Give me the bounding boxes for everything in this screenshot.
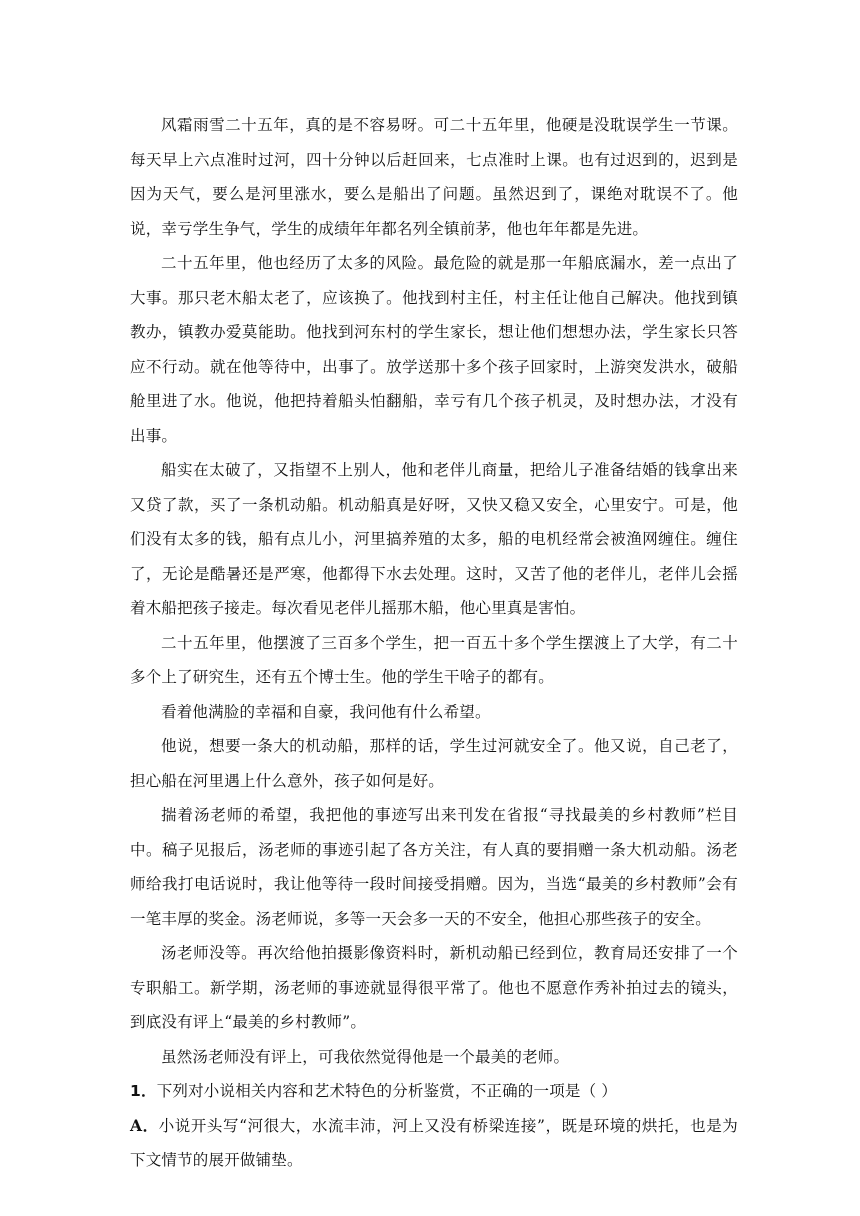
paragraph-3: 船实在太破了，又指望不上别人，他和老伴儿商量，把给儿子准备结婚的钱拿出来又贷了款，买了一条机动船。机动船真是好呀，又快又稳又安全，心里安宁。可是，他们没有太多的钱，船有点儿小，河里搞养殖的太多，船的电机经常会被渔网缠住。缠住了，无论是酷暑还是严寒，他都得下水去处理。这时，又苦了他的老伴儿，老伴儿会摇着木船把孩子接走。每次看见老伴儿摇那木船，他心里真是害怕。 <box>130 461 738 617</box>
option-a-text: 小说开头写“河很大，水流丰沛，河上又没有桥梁连接”，既是环境的烘托，也是为下文情节的展开做铺垫。 <box>130 1116 738 1169</box>
paragraph-4: 二十五年里，他摆渡了三百多个学生，把一百五十多个学生摆渡上了大学，有二十多个上了研究生，还有五个博士生。他的学生干啥子的都有。 <box>130 633 738 686</box>
option-a <box>130 1109 738 1178</box>
question-number: 1． <box>130 1082 157 1100</box>
document-page <box>130 108 738 1178</box>
paragraph-6: 他说，想要一条大的机动船，那样的话，学生过河就安全了。他又说，自己老了，担心船在河里遇上什么意外，孩子如何是好。 <box>130 737 738 790</box>
question-1 <box>130 1074 738 1109</box>
paragraph-8: 汤老师没等。再次给他拍摄影像资料时，新机动船已经到位，教育局还安排了一个专职船工。新学期，汤老师的事迹就显得很平常了。他也不愿意作秀补拍过去的镜头，到底没有评上“最美的乡村教师”。 <box>130 944 738 1031</box>
question-text: 下列对小说相关内容和艺术特色的分析鉴赏，不正确的一项是（ ） <box>156 1082 618 1100</box>
option-a-label: A． <box>130 1115 159 1135</box>
paragraph-9: 虽然汤老师没有评上，可我依然觉得他是一个最美的老师。 <box>161 1047 570 1066</box>
paragraph-2: 二十五年里，他也经历了太多的风险。最危险的就是那一年船底漏水，差一点出了大事。那只老木船太老了，应该换了。他找到村主任，村主任让他自己解决。他找到镇教办，镇教办爱莫能助。他找到河东村的学生家长，想让他们想想办法，学生家长只答应不行动。就在他等待中，出事了。放学送那十多个孩子回家时，上游突发洪水，破船舱里进了水。他说，他把持着船头怕翻船，幸亏有几个孩子机灵，及时想办法，才没有出事。 <box>130 254 738 445</box>
paragraph-7: 揣着汤老师的希望，我把他的事迹写出来刊发在省报“寻找最美的乡村教师”栏目中。稿子见报后，汤老师的事迹引起了各方关注，有人真的要捐赠一条大机动船。汤老师给我打电话说时，我让他等待一段时间接受捐赠。因为，当选“最美的乡村教师”会有一笔丰厚的奖金。汤老师说，多等一天会多一天的不安全，他担心那些孩子的安全。 <box>130 806 738 928</box>
paragraph-5: 看着他满脸的幸福和自豪，我问他有什么希望。 <box>161 702 491 721</box>
paragraph-1: 风霜雨雪二十五年，真的是不容易呀。可二十五年里，他硬是没耽误学生一节课。每天早上六点准时过河，四十分钟以后赶回来，七点准时上课。也有过迟到的，迟到是因为天气，要么是河里涨水，要么是船出了问题。虽然迟到了，课绝对耽误不了。他说，幸亏学生争气，学生的成绩年年都名列全镇前茅，他也年年都是先进。 <box>130 116 738 238</box>
